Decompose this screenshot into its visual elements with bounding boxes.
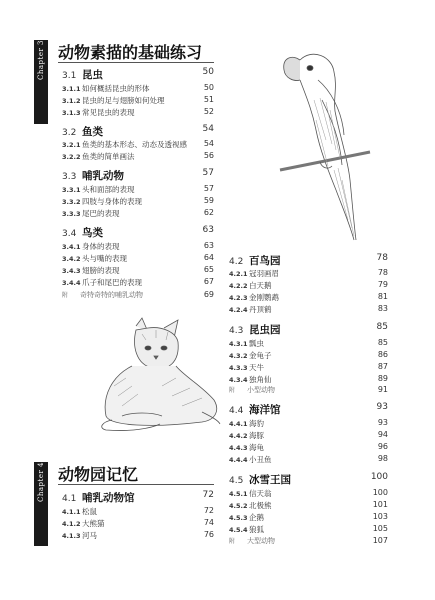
toc-item-3-4-2[interactable]: 3.4.2 头与嘴的表现 64 <box>62 253 214 263</box>
toc-item-3-1-2[interactable]: 3.1.2 昆虫的足与翅膀如何处理 51 <box>62 95 214 105</box>
toc-item-4-2-3[interactable]: 4.2.3 金刚鹦鹉 81 <box>229 292 388 302</box>
toc-section-4-5[interactable]: 4.5 冰雪王国 100 <box>229 472 388 486</box>
toc-item-3-4-4[interactable]: 3.4.4 爪子和尾巴的表现 67 <box>62 277 214 287</box>
toc-item-4-2-4[interactable]: 4.2.4 丹顶鹤 83 <box>229 304 388 314</box>
toc-section-3-1[interactable]: 3.1 昆虫 50 <box>62 67 214 81</box>
toc-item-4-5-2[interactable]: 4.5.2 北极熊 101 <box>229 500 388 510</box>
parrot-sketch-illustration <box>270 40 380 245</box>
toc-item-4-1-2[interactable]: 4.1.2 大熊猫 74 <box>62 518 214 528</box>
toc-appendix-3[interactable]: 附 奇特奇特的哺乳动物 69 <box>62 290 214 299</box>
chapter-3-divider <box>58 62 214 63</box>
toc-item-4-2-2[interactable]: 4.2.2 白天鹅 79 <box>229 280 388 290</box>
toc-item-4-4-2[interactable]: 4.4.2 海豚 94 <box>229 430 388 440</box>
toc-item-4-3-3[interactable]: 4.3.3 天牛 87 <box>229 362 388 372</box>
chapter-4-divider <box>58 484 214 485</box>
chapter-4-title: 动物园记忆 <box>58 465 139 484</box>
toc-item-4-2-1[interactable]: 4.2.1 冠羽画眉 78 <box>229 268 388 278</box>
cat-sketch-illustration <box>92 316 224 436</box>
toc-section-3-4[interactable]: 3.4 鸟类 63 <box>62 225 214 239</box>
toc-appendix-4-5[interactable]: 附 大型动物 107 <box>229 536 388 545</box>
toc-item-3-4-1[interactable]: 3.4.1 身体的表现 63 <box>62 241 214 251</box>
chapter-4-tab-label: Chapter 4 <box>37 462 45 502</box>
toc-section-3-3[interactable]: 3.3 哺乳动物 57 <box>62 168 214 182</box>
toc-item-4-3-1[interactable]: 4.3.1 瓢虫 85 <box>229 338 388 348</box>
toc-item-4-4-1[interactable]: 4.4.1 海豹 93 <box>229 418 388 428</box>
toc-item-4-3-2[interactable]: 4.3.2 金龟子 86 <box>229 350 388 360</box>
toc-section-4-3[interactable]: 4.3 昆虫园 85 <box>229 322 388 336</box>
toc-item-3-3-3[interactable]: 3.3.3 尾巴的表现 62 <box>62 208 214 218</box>
chapter-3-tab-label: Chapter 3 <box>37 40 45 80</box>
toc-item-3-3-1[interactable]: 3.3.1 头和面部的表现 57 <box>62 184 214 194</box>
toc-item-4-5-4[interactable]: 4.5.4 狼狐 105 <box>229 524 388 534</box>
toc-item-4-4-3[interactable]: 4.4.3 海龟 96 <box>229 442 388 452</box>
toc-item-4-4-4[interactable]: 4.4.4 小丑鱼 98 <box>229 454 388 464</box>
toc-section-3-2[interactable]: 3.2 鱼类 54 <box>62 124 214 138</box>
toc-item-3-3-2[interactable]: 3.3.2 四肢与身体的表现 59 <box>62 196 214 206</box>
toc-section-4-2[interactable]: 4.2 百鸟园 78 <box>229 253 388 267</box>
toc-item-4-1-1[interactable]: 4.1.1 松鼠 72 <box>62 506 214 516</box>
toc-appendix-4-3[interactable]: 附 小型动物 91 <box>229 385 388 394</box>
chapter-3-title: 动物素描的基础练习 <box>58 43 203 62</box>
chapter-3-tab <box>34 40 48 124</box>
toc-item-3-1-3[interactable]: 3.1.3 常见昆虫的表现 52 <box>62 107 214 117</box>
toc-section-4-4[interactable]: 4.4 海洋馆 93 <box>229 402 388 416</box>
toc-item-3-2-1[interactable]: 3.2.1 鱼类的基本形态、动态及透视感 54 <box>62 139 214 149</box>
toc-item-3-4-3[interactable]: 3.4.3 翅膀的表现 65 <box>62 265 214 275</box>
chapter-4-tab <box>34 462 48 546</box>
toc-item-4-3-4[interactable]: 4.3.4 独角仙 89 <box>229 374 388 384</box>
toc-item-4-1-3[interactable]: 4.1.3 河马 76 <box>62 530 214 540</box>
toc-item-4-5-1[interactable]: 4.5.1 信天翁 100 <box>229 488 388 498</box>
toc-item-3-1-1[interactable]: 3.1.1 如何概括昆虫的形体 50 <box>62 83 214 93</box>
toc-item-4-5-3[interactable]: 4.5.3 企鹅 103 <box>229 512 388 522</box>
toc-item-3-2-2[interactable]: 3.2.2 鱼类的简单画法 56 <box>62 151 214 161</box>
toc-section-4-1[interactable]: 4.1 哺乳动物馆 72 <box>62 490 214 504</box>
